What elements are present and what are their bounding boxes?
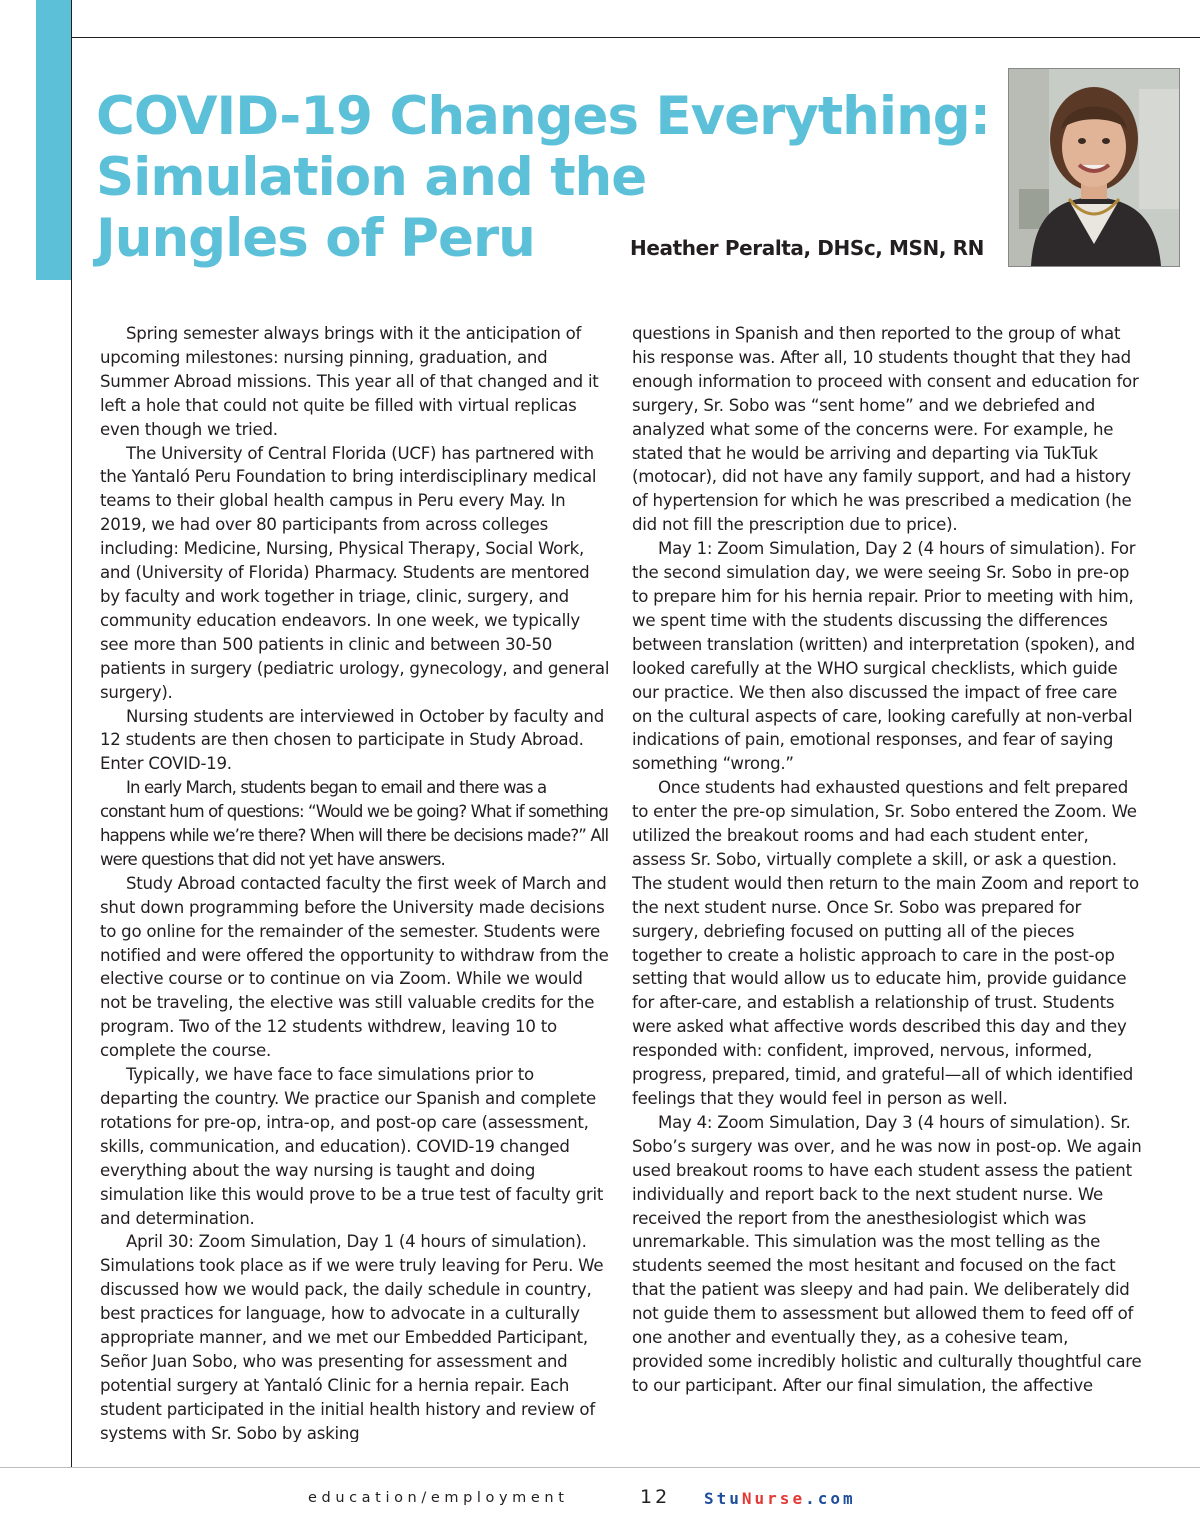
paragraph: Study Abroad contacted faculty the first week of March and shut down programming before the University made decisions to go online for the remainder of the semester. Students were notified and were offered the opportunity to withdraw from the elective course or to continue on via Zoom. While we would not be traveling, the elective was still valuable credits for the program. Two of the 12 students withdrew, leaving 10 to complete the course.: [100, 873, 609, 1061]
footer-section-label: education/employment: [308, 1490, 569, 1506]
title-line: Simulation and the: [96, 147, 647, 208]
brand-part: Nurse: [741, 1489, 806, 1508]
brand-logo: [704, 1489, 856, 1508]
author-portrait-icon: [1009, 69, 1179, 266]
title-line: Jungles of Peru: [96, 208, 535, 269]
paragraph: Nursing students are interviewed in October by faculty and 12 students are then chosen to participate in Study Abroad. Enter COVID-19.: [100, 706, 604, 774]
brand-part: .com: [805, 1489, 856, 1508]
paragraph: In early March, students began to email and there was a constant hum of questions: “Would we be going? What if something happens while we’re there? When will there be decisions made?” All were questions that did not yet have answers.: [100, 778, 609, 869]
top-rule: [71, 37, 1200, 38]
page-number: 12: [640, 1486, 671, 1508]
author-byline: Heather Peralta, DHSc, MSN, RN: [630, 236, 984, 260]
paragraph: Typically, we have face to face simulations prior to departing the country. We practice our Spanish and complete rotations for pre-op, intra-op, and post-op care (assessment, skills, communication, and education). COVID-19 changed everything about the way nursing is taught and doing simulation like this would prove to be a true test of faculty grit and determination.: [100, 1065, 604, 1228]
footer-rule: [0, 1467, 1200, 1468]
left-column: [100, 322, 610, 1442]
paragraph: May 1: Zoom Simulation, Day 2 (4 hours of simulation). For the second simulation day, we were seeing Sr. Sobo in pre-op to prepare him for his hernia repair. Prior to meeting with him, we spent time with the students discussing the differences between translation (written) and interpretation (spoken), and looked carefully at the WHO surgical checklists, which guide our practice. We then also discussed the impact of free care on the cultural aspects of care, looking carefully at non-verbal indications of pain, emotional responses, and fear of saying something “wrong.”: [632, 539, 1136, 774]
brand-part: Stu: [704, 1489, 742, 1508]
accent-bar: [36, 0, 71, 280]
title-line: COVID-19 Changes Everything:: [96, 86, 990, 147]
author-photo: [1008, 68, 1180, 267]
paragraph: The University of Central Florida (UCF) has partnered with the Yantaló Peru Foundation to bring interdisciplinary medical teams to their global health campus in Peru every May. In 2019, we had over 80 participants from across colleges including: Medicine, Nursing, Physical Therapy, Social Work, and (University of Florida) Pharmacy. Students are mentored by faculty and work together in triage, clinic, surgery, and community education endeavors. In one week, we typically see more than 500 patients in clinic and between 30-50 patients in surgery (pediatric urology, gynecology, and general surgery).: [100, 443, 610, 702]
paragraph: questions in Spanish and then reported to the group of what his response was. After all, 10 students thought that they had enough information to proceed with consent and education for surgery, Sr. Sobo was “sent home” and we debriefed and analyzed what some of the concerns were. For example, he stated that he would be arriving and departing via TukTuk (motocar), did not have any family support, and had a history of hypertension for which he was prescribed a medication (he did not fill the prescription due to price).: [632, 324, 1139, 535]
right-column: [632, 322, 1142, 1442]
vertical-rule: [71, 0, 72, 1468]
paragraph: May 4: Zoom Simulation, Day 3 (4 hours of simulation). Sr. Sobo’s surgery was over, and he was now in post-op. We again used breakout rooms to have each student assess the patient individually and report back to the next student nurse. We received the report from the anesthesiologist which was unremarkable. This simulation was the most telling as the students seemed the most hesitant and focused on the fact that the patient was sleepy and had pain. We deliberately did not guide them to assessment but allowed them to feed off of one another and eventually they, as a cohesive team, provided some incredibly holistic and culturally thoughtful care to our participant. After our final simulation, the affective: [632, 1112, 1142, 1395]
paragraph: Spring semester always brings with it the anticipation of upcoming milestones: nursing pinning, graduation, and Summer Abroad missions. This year all of that changed and it left a hole that could not quite be filled with virtual replicas even though we tried.: [100, 324, 599, 439]
paragraph: April 30: Zoom Simulation, Day 1 (4 hours of simulation). Simulations took place as if we were truly leaving for Peru. We discussed how we would pack, the daily schedule in country, best practices for language, how to advocate in a culturally appropriate manner, and we met our Embedded Participant, Señor Juan Sobo, who was presenting for assessment and potential surgery at Yantaló Clinic for a hernia repair. Each student participated in the initial health history and review of systems with Sr. Sobo by asking: [100, 1232, 604, 1442]
paragraph: Once students had exhausted questions and felt prepared to enter the pre-op simulation, Sr. Sobo entered the Zoom. We utilized the breakout rooms and had each student enter, assess Sr. Sobo, virtually complete a skill, or ask a question. The student would then return to the main Zoom and report to the next student nurse. Once Sr. Sobo was prepared for surgery, debriefing focused on putting all of the pieces together to create a holistic approach to care in the post-op setting that would allow us to educate him, provide guidance for after-care, and establish a relationship of trust. Students were asked what affective words described this day and they responded with: confident, improved, nervous, informed, progress, prepared, timid, and grateful—all of which identified feelings that they would feel in person as well.: [632, 778, 1139, 1108]
